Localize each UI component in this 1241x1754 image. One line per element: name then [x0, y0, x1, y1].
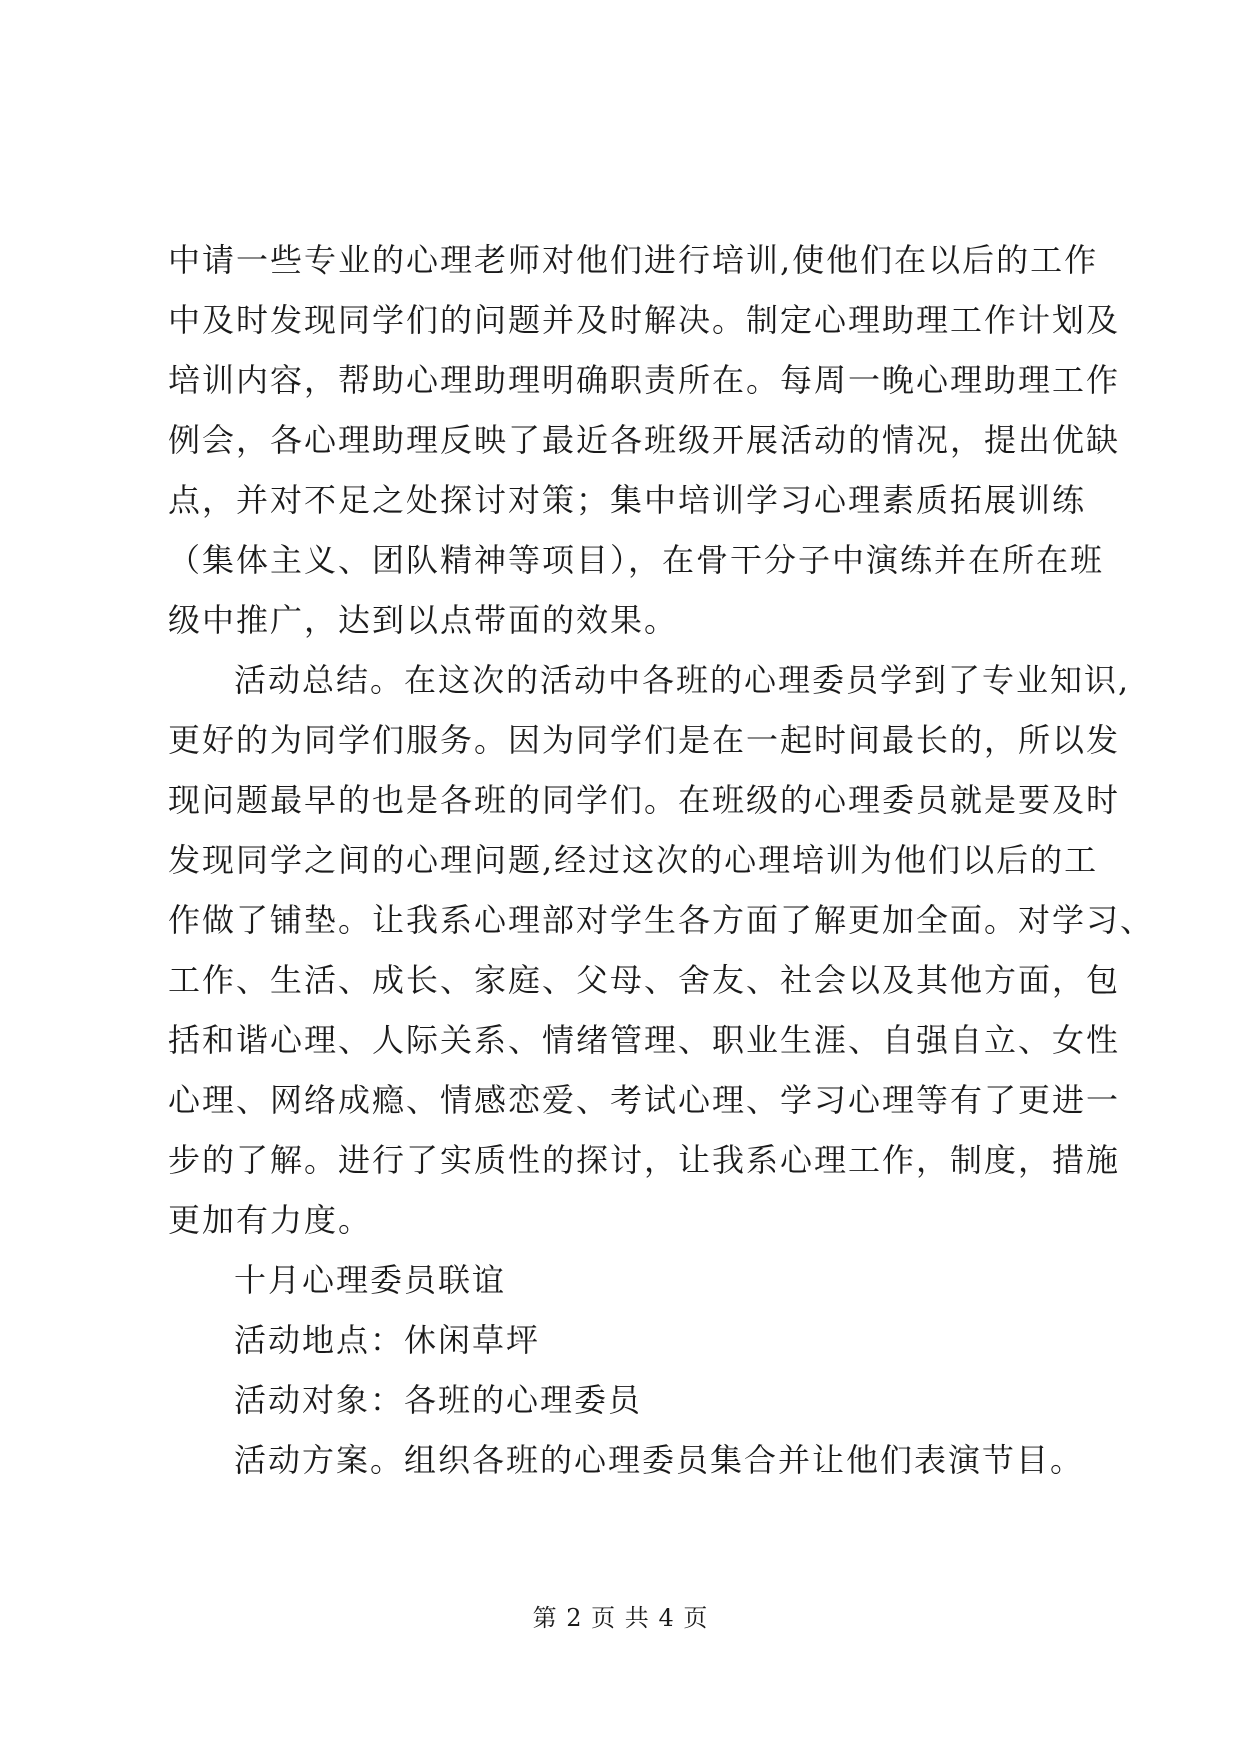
text-line: 更加有力度。: [168, 1201, 373, 1239]
text-line: 更好的为同学们服务。因为同学们是在一起时间最长的，所以发: [168, 721, 1121, 759]
paragraph-summary: [168, 650, 1155, 1250]
text-line: 作做了铺垫。让我系心理部对学生各方面了解更加全面。对学习、: [168, 901, 1155, 939]
activity-plan: 活动方案。组织各班的心理委员集合并让他们表演节目。: [234, 1441, 1085, 1479]
text-line: 步的了解。进行了实质性的探讨，让我系心理工作，制度，措施: [168, 1141, 1121, 1179]
page-footer: 第 2 页 共 4 页: [532, 1604, 709, 1632]
text-line: 括和谐心理、人际关系、情绪管理、职业生涯、自强自立、女性: [168, 1021, 1121, 1059]
text-line: 例会，各心理助理反映了最近各班级开展活动的情况，提出优缺: [168, 421, 1121, 459]
text-line: 中及时发现同学们的问题并及时解决。制定心理助理工作计划及: [168, 301, 1121, 339]
text-line: 培训内容，帮助心理助理明确职责所在。每周一晚心理助理工作: [168, 361, 1121, 399]
text-line: 发现同学之间的心理问题,经过这次的心理培训为他们以后的工: [168, 841, 1099, 879]
text-line: 工作、生活、成长、家庭、父母、舍友、社会以及其他方面，包: [168, 961, 1121, 999]
text-line: （集体主义、团队精神等项目），在骨干分子中演练并在所在班: [168, 541, 1105, 579]
document-body: [168, 230, 1155, 1490]
text-line: 中请一些专业的心理老师对他们进行培训,使他们在以后的工作: [168, 241, 1099, 279]
text-line: 心理、网络成瘾、情感恋爱、考试心理、学习心理等有了更进一: [168, 1081, 1121, 1119]
text-line: 点，并对不足之处探讨对策；集中培训学习心理素质拓展训练: [168, 481, 1087, 519]
activity-audience: 活动对象：各班的心理委员: [234, 1381, 643, 1419]
activity-location: 活动地点：休闲草坪: [234, 1321, 541, 1359]
text-line: 现问题最早的也是各班的同学们。在班级的心理委员就是要及时: [168, 781, 1121, 819]
section-title: 十月心理委员联谊: [234, 1261, 507, 1299]
text-line: 活动总结。在这次的活动中各班的心理委员学到了专业知识,: [234, 661, 1131, 699]
text-line: 级中推广，达到以点带面的效果。: [168, 601, 679, 639]
paragraph-training: [168, 230, 1121, 650]
